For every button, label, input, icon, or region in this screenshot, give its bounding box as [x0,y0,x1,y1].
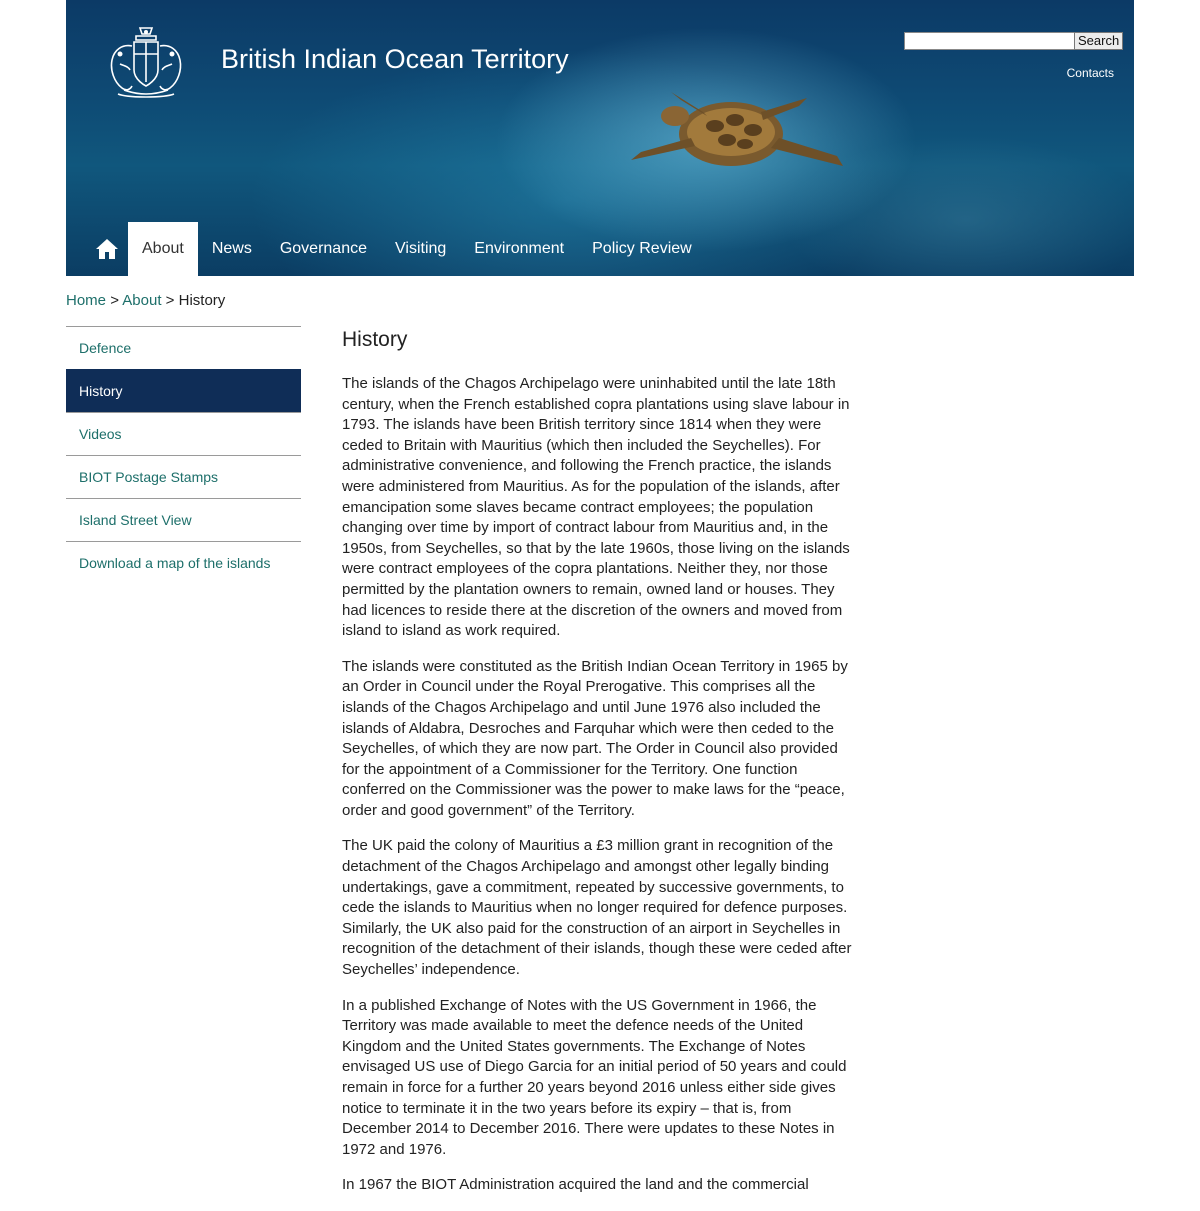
main-content [342,324,857,1211]
sidebar-item-island-street-view[interactable]: Island Street View [66,498,301,541]
search-button[interactable]: Search [1074,32,1123,50]
coat-of-arms-logo[interactable] [106,24,186,104]
nav-item-policy-review[interactable]: Policy Review [592,240,692,257]
nav-home[interactable] [86,222,128,276]
history-paragraph: In a published Exchange of Notes with the US Government in 1966, the Territory was made available to meet the defence needs of the United Kingdom and the United States governments. The Exchange of Notes envisaged US use of Diego Garcia for an initial period of 50 years and could remain in force for a further 20 years beyond 2016 unless either side gives notice to terminate it in the two years before its expiry – that is, from December 2014 to December 2016. There were updates to these Notes in 1972 and 1976. [342,996,847,1158]
sidebar-item-defence[interactable]: Defence [66,326,301,369]
sea-turtle-image [611,86,851,186]
page-title: History [342,328,408,351]
nav-item-environment[interactable]: Environment [474,240,565,257]
sidebar-item-videos[interactable]: Videos [66,412,301,455]
breadcrumb-about[interactable]: About [122,292,162,309]
home-icon [95,238,119,260]
site-title[interactable]: British Indian Ocean Territory [221,44,569,74]
nav-item-visiting[interactable]: Visiting [395,240,447,257]
history-paragraph: In 1967 the BIOT Administration acquired the land and the commercial [342,1176,809,1194]
breadcrumb [66,292,225,309]
sidebar-nav [66,326,301,584]
nav-item-about[interactable]: About [128,222,198,276]
history-paragraph: The UK paid the colony of Mauritius a £3 million grant in recognition of the detachment of the Chagos Archipelago and amongst other legally binding undertakings, gave a commitment, repeated by successive governments, to cede the islands to Mauritius when no longer required for defence purposes. Similarly, the UK also paid for the construction of an airport in Seychelles in recognition of the detachment of their islands, though these were ceded after Seychelles’ independence. [342,837,852,979]
breadcrumb-separator: > [165,292,175,309]
main-nav [86,222,706,276]
contacts-link[interactable]: Contacts [1066,66,1114,80]
nav-item-news[interactable]: News [211,240,252,257]
sidebar-item-history[interactable]: History [66,369,301,412]
search-input[interactable] [904,32,1076,50]
breadcrumb-separator: > [110,292,119,309]
site-header [66,0,1134,276]
breadcrumb-home[interactable]: Home [66,292,107,309]
breadcrumb-current: History [178,292,226,309]
history-paragraph: The islands of the Chagos Archipelago were uninhabited until the late 18th century, when the French established copra plantations using slave labour in 1793. The islands have been British territory since 1814 when they were ceded to Britain with Mauritius (which then included the Seychelles). For administrative convenience, and following the French practice, the islands were administered from Mauritius. As for the population of the islands, after emancipation some slaves became contract employees; the population changing over time by import of contract labour from Mauritius and, in the 1950s, from Seychelles, so that by the late 1960s, those living on the islands were contract employees of the copra plantations. Neither they, nor those permitted by the plantation owners to remain, owned land or houses. They had licences to reside there at the discretion of the owners and moved from island to island as work required. [342,375,850,640]
nav-item-governance[interactable]: Governance [279,240,367,257]
history-paragraph: The islands were constituted as the British Indian Ocean Territory in 1965 by an Order in Council under the Royal Prerogative. This comprises all the islands of the Chagos Archipelago and until June 1976 also included the islands of Aldabra, Desroches and Farquhar which were then ceded to the Seychelles, of which they are now part. The Order in Council also provided for the appointment of a Commissioner for the Territory. One function conferred on the Commissioner was the power to make laws for the “peace, order and good government” of the Territory. [342,657,848,819]
sidebar-item-biot-postage-stamps[interactable]: BIOT Postage Stamps [66,455,301,498]
sidebar-item-download-map[interactable]: Download a map of the islands [66,541,301,584]
